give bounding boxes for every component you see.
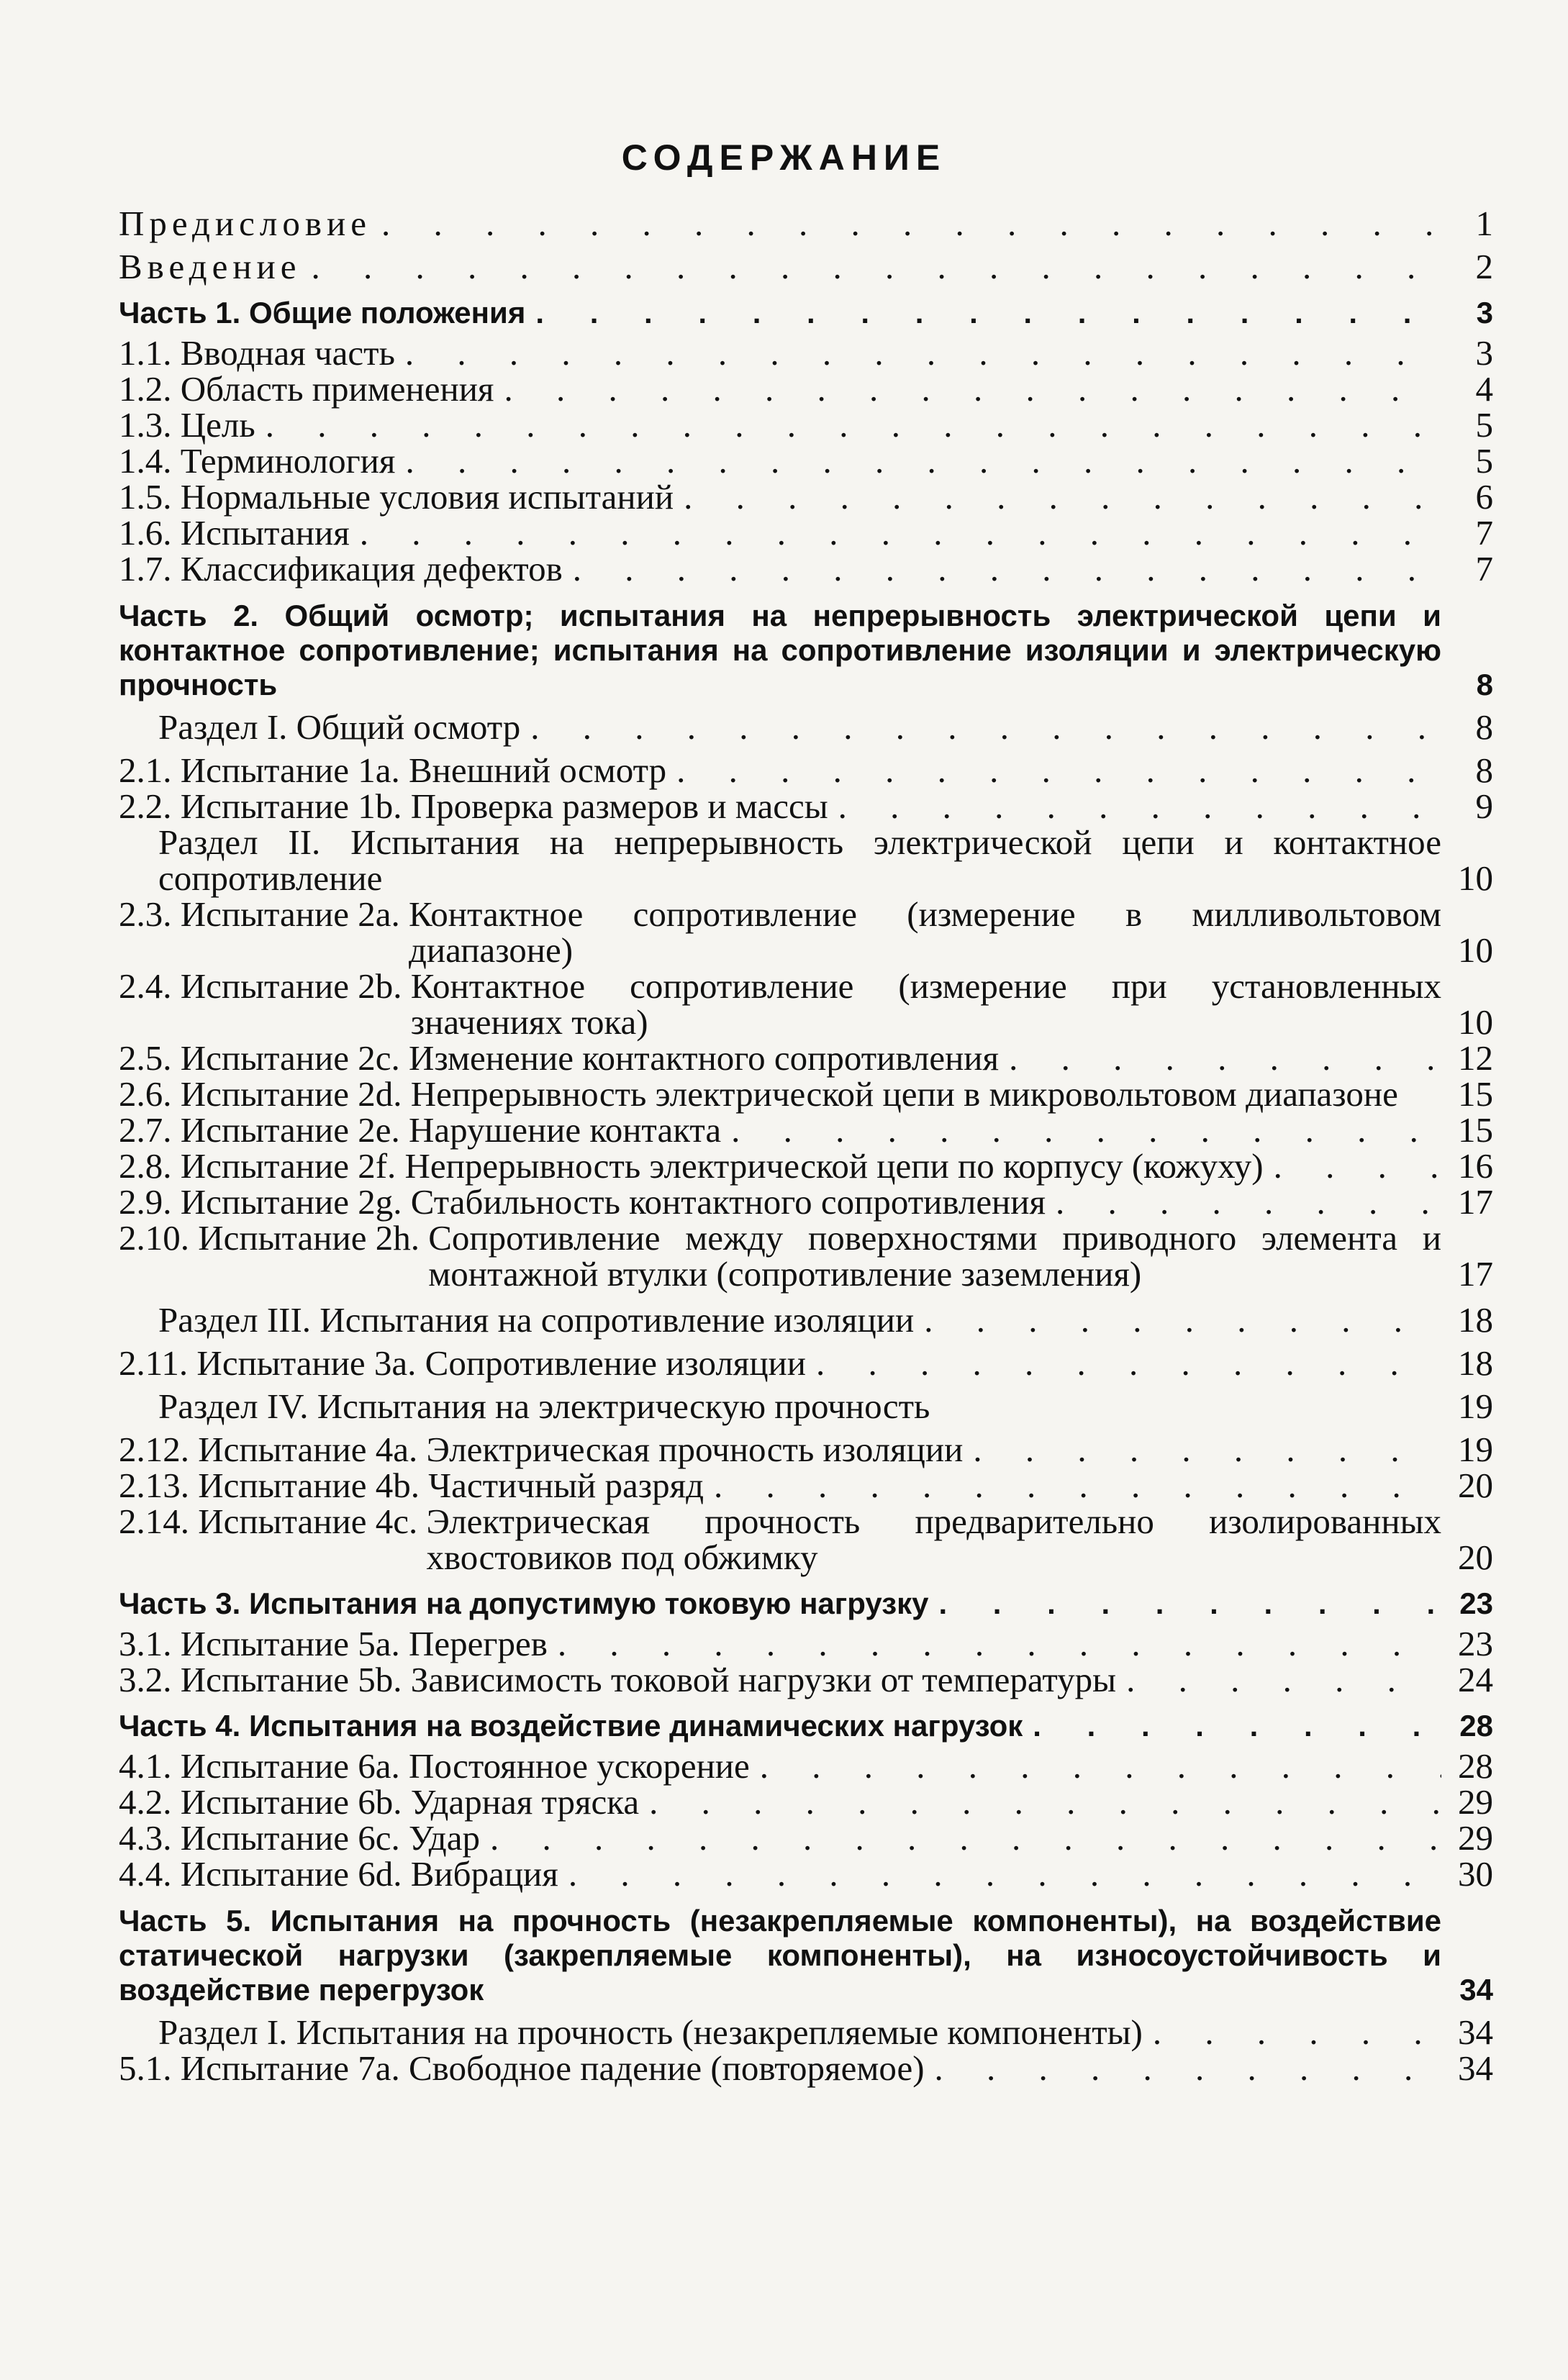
toc-entry: 2.6. Испытание 2d. Непрерывность электрической цепи в микровольтовом диапазоне 15 — [119, 1074, 1493, 1114]
toc-entry: Введение . . . 2 — [119, 249, 1493, 285]
toc-part-heading: Часть 3. Испытания на допустимую токовую нагрузку . . . 23 — [119, 1586, 1493, 1622]
toc-entry: 2.1. Испытание 1a. Внешний осмотр . . . 8 — [119, 753, 1493, 789]
toc-entry: 2.7. Испытание 2e. Нарушение контакта . . . 15 — [119, 1112, 1493, 1148]
toc-entry: 1.6. Испытания . . . 7 — [119, 515, 1493, 551]
toc-section-heading: Раздел IV. Испытания на электрическую прочность 19 — [158, 1386, 1493, 1426]
toc-entry: 1.2. Область применения . . . 4 — [119, 371, 1493, 407]
toc-section-heading: Раздел III. Испытания на сопротивление изоляции . . . 18 — [119, 1302, 1493, 1338]
toc-entry: 1.1. Вводная часть . . . 3 — [119, 335, 1493, 371]
toc-entry: 3.2. Испытание 5b. Зависимость токовой нагрузки от температуры . . . 24 — [119, 1662, 1493, 1698]
toc-entry: 4.1. Испытание 6a. Постоянное ускорение . . . 28 — [119, 1748, 1493, 1784]
toc-entry: 1.3. Цель . . . 5 — [119, 407, 1493, 443]
toc-entry: 4.3. Испытание 6c. Удар . . . 29 — [119, 1820, 1493, 1856]
toc-part-heading: Часть 5. Испытания на прочность (незакрепляемые компоненты), на воздействие статической нагрузки (закрепляемые компоненты), на износоустойчивость и воздействие перегрузок 34 — [119, 1904, 1493, 2007]
toc-entry: 2.4. Испытание 2b. Контактное сопротивление (измерение при установленных значениях тока) 10 — [119, 966, 1493, 1042]
toc-entry: 1.7. Классификация дефектов . . . 7 — [119, 551, 1493, 587]
toc-entry: 2.5. Испытание 2c. Изменение контактного сопротивления . . . 12 — [119, 1040, 1493, 1076]
toc-entry: 2.11. Испытание 3a. Сопротивление изоляции . . . 18 — [119, 1345, 1493, 1381]
toc-section-heading: Раздел I. Общий осмотр . . . 8 — [119, 709, 1493, 745]
toc-entry: 2.14. Испытание 4c. Электрическая прочность предварительно изолированных хвостовиков под обжимку 20 — [119, 1502, 1493, 1577]
toc-entry: 2.2. Испытание 1b. Проверка размеров и массы . . . 9 — [119, 789, 1493, 825]
toc-entry: Предисловие . . . 1 — [119, 206, 1493, 242]
toc-entry: 4.4. Испытание 6d. Вибрация . . . 30 — [119, 1856, 1493, 1892]
toc-section-heading: Раздел II. Испытания на непрерывность электрической цепи и контактное сопротивление 10 — [158, 822, 1493, 898]
toc-entry: 5.1. Испытание 7a. Свободное падение (повторяемое) . . . 34 — [119, 2050, 1493, 2086]
toc-entry: 1.4. Терминология . . . 5 — [119, 443, 1493, 479]
toc-part-heading: Часть 4. Испытания на воздействие динамических нагрузок . . . 28 — [119, 1708, 1493, 1744]
table-of-contents — [119, 206, 1493, 2086]
toc-entry: 2.8. Испытание 2f. Непрерывность электрической цепи по корпусу (кожуху) . . . 16 — [119, 1148, 1493, 1184]
toc-entry: 2.3. Испытание 2a. Контактное сопротивление (измерение в милливольтовом диапазоне) 10 — [119, 894, 1493, 970]
toc-entry: 2.12. Испытание 4a. Электрическая прочность изоляции . . . 19 — [119, 1432, 1493, 1468]
toc-entry: 2.13. Испытание 4b. Частичный разряд . . . 20 — [119, 1468, 1493, 1504]
toc-part-heading: Часть 1. Общие положения . . . 3 — [119, 295, 1493, 331]
toc-entry: 2.9. Испытание 2g. Стабильность контактного сопротивления . . . 17 — [119, 1184, 1493, 1220]
toc-entry: 3.1. Испытание 5a. Перегрев . . . 23 — [119, 1626, 1493, 1662]
toc-part-heading: Часть 2. Общий осмотр; испытания на непрерывность электрической цепи и контактное сопротивление; испытания на сопротивление изоляции и электрическую прочность 8 — [119, 599, 1493, 701]
toc-entry: 1.5. Нормальные условия испытаний . . . 6 — [119, 479, 1493, 515]
page-title: СОДЕРЖАНИЕ — [621, 137, 947, 178]
toc-entry: 4.2. Испытание 6b. Ударная тряска . . . 29 — [119, 1784, 1493, 1820]
toc-entry: 2.10. Испытание 2h. Сопротивление между поверхностями приводного элемента и монтажной втулки (сопротивление заземления) 17 — [119, 1218, 1493, 1294]
toc-section-heading: Раздел I. Испытания на прочность (незакрепляемые компоненты) . . . 34 — [119, 2015, 1493, 2050]
